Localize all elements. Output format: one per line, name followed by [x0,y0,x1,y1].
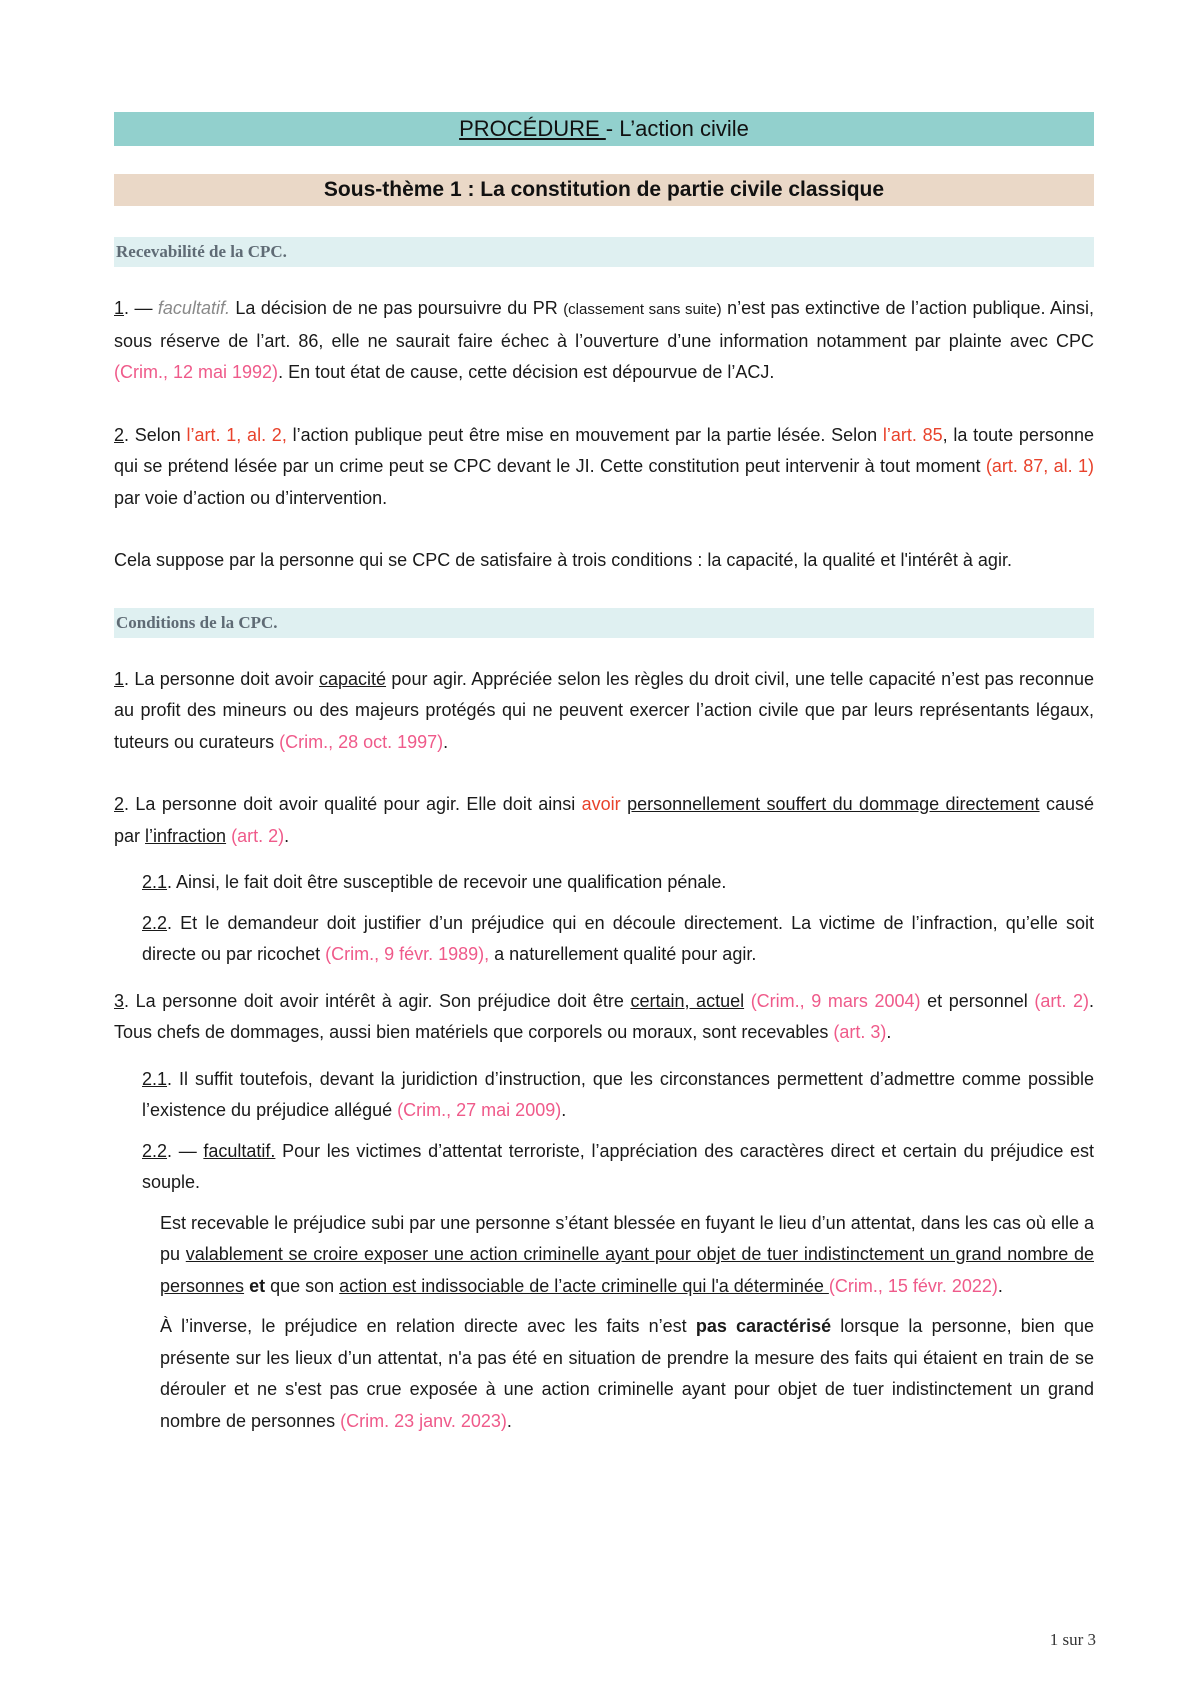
condition-2-1 [114,867,1094,899]
text: . [506,1410,512,1431]
underlined-text: valablement se croire exposer une action criminelle ayant pour objet de tuer indistinctement un grand nombre de personnes [160,1244,1094,1296]
title-rest: - L’action civile [605,116,749,141]
paragraph-3: Cela suppose par la personne qui se CPC de satisfaire à trois conditions : la capacité, la qualité et l'intérêt à agir. [114,550,1012,570]
document-title [114,112,1094,146]
text: . [443,731,449,752]
item-number: 2.1 [142,1068,168,1089]
condition-3 [114,986,1094,1049]
text: l’action publique peut être mise en mouvement par la partie lésée. Selon [286,424,883,445]
text: . En tout état de cause, cette décision est dépourvue de l’ACJ. [278,362,775,382]
item-number: 1 [114,298,125,318]
text: À l’inverse, le préjudice en relation directe avec les faits n’est [160,1316,696,1336]
condition-2-2 [114,908,1094,971]
text: Pour les victimes d’attentat terroriste, l’appréciation des caractères direct et certain du préjudice est souple. [142,1140,1094,1192]
text: . [561,1100,567,1120]
case-reference: (Crim., 12 mai 1992) [114,362,279,382]
text: . [284,825,290,846]
item-number: 2 [114,794,125,814]
text: pour agir. Appréciée selon les règles du droit civil, une telle capacité n’est pas reconnue au profit des mineurs ou des majeurs protégés qui ne peuvent exercer l’action civile que par leurs représentants légaux, tuteurs ou curateurs [114,668,1095,752]
case-reference: (Crim., 9 mars 2004) [750,990,921,1011]
case-reference: (Crim., 15 févr. 2022) [828,1275,998,1296]
text: . Et le demandeur doit justifier d’un préjudice qui en découle directement. La victime de l’infraction, qu’elle soit directe ou par ricochet [142,912,1094,964]
bold-text: et [249,1275,266,1296]
condition-3-2 [114,1136,1094,1199]
quote-paragraph-2 [114,1311,1094,1437]
case-reference: (Crim., 27 mai 2009) [397,1100,562,1120]
article-reference: (art. 2) [231,825,285,846]
text: Est recevable le préjudice subi par une personne s’étant blessée en fuyant le lieu d’un attentat, dans les cas où elle a pu [160,1212,1094,1264]
item-number: 3 [114,990,125,1011]
text: . Ainsi, le fait doit être susceptible de recevoir une qualification pénale. [167,872,727,892]
quote-paragraph-1 [114,1208,1094,1303]
item-number: 1 [114,668,125,689]
text: . Tous chefs de dommages, aussi bien matériels que corporels ou moraux, sont recevables [114,990,1094,1042]
text: , la toute personne qui se prétend lésée par un crime peut se CPC devant le JI. Cette constitution peut intervenir à tout moment [114,424,1094,476]
text: La décision de ne pas poursuivre du PR [229,298,564,318]
text: par voie d’action ou d’intervention. [114,487,388,508]
text: et personnel [920,990,1035,1011]
text: . La personne doit avoir intérêt à agir. Son préjudice doit être [124,990,631,1011]
page-number: 1 sur 3 [1049,1630,1096,1649]
underlined-text: action est indissociable de l’acte criminelle qui l'a déterminée [339,1275,829,1296]
document-page [114,112,1094,1437]
underlined-text: certain, actuel [630,990,745,1011]
item-number: 2 [114,424,125,445]
text: . La personne doit avoir [124,668,319,689]
text: . [997,1275,1003,1296]
item-number: 2.1 [142,872,168,892]
case-reference: (Crim. 23 janv. 2023) [340,1410,507,1431]
document-subtitle: Sous-thème 1 : La constitution de partie civile classique [114,174,1094,206]
underlined-text: capacité [319,668,387,689]
text [744,991,751,1011]
article-reference: (art. 2) [1034,990,1089,1011]
article-reference: l’art. 1, al. 2, [186,424,287,445]
section-heading-conditions: Conditions de la CPC. [114,608,1094,638]
paragraph-2 [114,420,1094,515]
text: . Selon [124,424,187,445]
underlined-text: personnellement souffert du dommage directement [627,794,1040,814]
text: a naturellement qualité pour agir. [489,944,757,964]
dash: . — [124,298,158,318]
underlined-text: l’infraction [145,825,227,846]
condition-2 [114,789,1094,852]
text: . La personne doit avoir qualité pour agir. Elle doit ainsi [124,794,582,814]
article-reference: (art. 3) [833,1022,887,1042]
text: . Il suffit toutefois, devant la juridiction d’instruction, que les circonstances permettent d’admettre comme possible l’existence du préjudice allégué [142,1068,1094,1120]
bold-text: pas caractérisé [695,1316,832,1336]
case-reference: (Crim., 9 févr. 1989), [325,944,490,964]
text: causé par [114,794,1094,846]
article-reference: (art. 87, al. 1) [985,456,1094,476]
article-reference: l’art. 85 [882,424,943,445]
case-reference: (Crim., 28 oct. 1997) [279,731,444,752]
item-number: 2.2 [142,1140,168,1161]
text: . [886,1022,892,1042]
dash: . — [167,1140,204,1161]
paragraph-1 [114,293,1094,389]
text: lorsque la personne, bien que présente sur les lieux d’un attentat, n'a pas été en situation de prendre la mesure des faits qui étaient en train de se dérouler et ne s'est pas crue exposée à une action criminelle ayant pour objet de tuer indistinctement un grand nombre de personnes [160,1316,1094,1431]
item-number: 2.2 [142,912,168,933]
optional-tag: facultatif. [203,1140,276,1161]
title-main: PROCÉDURE [459,116,606,141]
text: que son [265,1275,340,1296]
section-heading-recevabilite: Recevabilité de la CPC. [114,237,1094,267]
condition-1 [114,664,1094,759]
text: n’est pas extinctive de l’action publique. Ainsi, sous réserve de l’art. 86, elle ne saurait faire échec à l’ouverture d’une information notamment par plainte avec CPC [114,298,1094,351]
optional-tag: facultatif. [157,298,230,318]
red-text: avoir [581,794,621,814]
text: (classement sans suite) [563,301,722,318]
condition-3-1 [114,1064,1094,1127]
